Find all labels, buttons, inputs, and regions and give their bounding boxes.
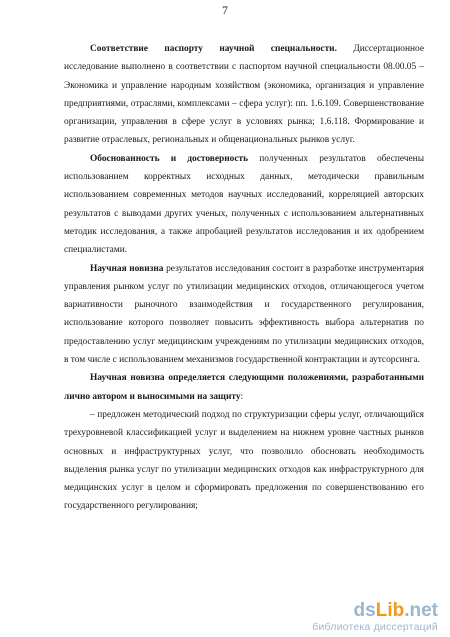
document-body	[64, 40, 424, 516]
paragraph-text: полученных результатов обеспечены использованием корректных исходных данных, методически правильным использованием современных методов научных исследований, корреляцией авторских результатов с выводами других ученых, полученных с использованием альтернативных методик исследования, а также апробацией результатов исследования и их одобрением специалистами.	[64, 153, 424, 256]
watermark-subtitle: библиотека диссертаций	[312, 621, 438, 633]
page-number: 7	[222, 5, 228, 17]
paragraph-heading: Обоснованность и достоверность	[90, 153, 249, 164]
paragraph-novelty	[64, 260, 424, 370]
paragraph-heading: Научная новизна	[90, 263, 164, 274]
paragraph-heading: Научная новизна определяется следующими положениями, разработанными лично автором и выносимыми на защиту	[64, 373, 424, 402]
paragraph-heading: Соответствие паспорту научной специальности.	[90, 44, 337, 54]
paragraph-validity	[64, 150, 424, 260]
watermark-logo: dsLib.net	[353, 600, 438, 621]
list-item-text: – предложен методический подход по структуризации сферы услуг, отличающийся трехуровневой классификацией услуг и выделением на нижнем уровне частных рынков основных и инфраструктурных услуг, что позволило обосновать необходимость выделения рынка услуг по утилизации медицинских отходов как инфраструктурного для медицинских услуг в целом и сформировать предложения по совершенствованию его государственного регулирования;	[64, 409, 424, 512]
paragraph-text: результатов исследования состоит в разработке инструментария управления рынком услуг по утилизации медицинских отходов, отличающегося учетом вариативности рыночного взаимодействия и государственного регулирования, использование которого позволяет повысить эффективность выбора альтернатив по предоставлению услуг медицинским учреждениям по утилизации медицинских отходов, в том числе с использованием механизмов государственной контрактации и аутсорсинга.	[64, 263, 424, 366]
watermark	[312, 601, 438, 633]
paragraph-specialty-passport	[64, 40, 424, 150]
list-item	[64, 406, 424, 516]
paragraph-defense-provisions	[64, 369, 424, 406]
paragraph-text: :	[240, 391, 244, 402]
paragraph-text: Диссертационное исследование выполнено в соответствии с паспортом научной специальности 08.00.05 – Экономика и управление народным хозяйством (экономика, организация и управление предприятиями, отраслями, комплексами – сфера услуг): пп. 1.6.109. Совершенствование организации, управления в сфере услуг в условиях рынка; 1.6.118. Формирование и развитие отраслевых, региональных и общенациональных рынков услуг.	[64, 44, 424, 146]
